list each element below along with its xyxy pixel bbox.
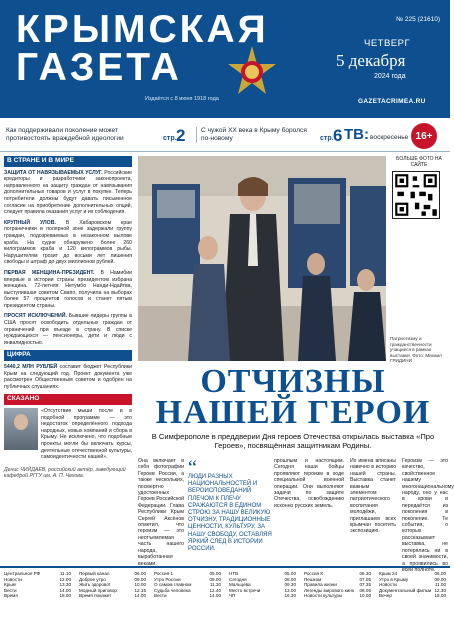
quote-text: «Отсутствие мыши после и в подобной программе — это недостаток определённого подхода народных, новых компаний и сбора в Крыму. Не исключено, что подобные проекты могли бы включать курсы, деятельные отечественной культуры, самоидентичности нашей». bbox=[41, 408, 132, 461]
qr-code-icon[interactable] bbox=[392, 171, 440, 219]
issue-date: 5 декабря bbox=[336, 51, 406, 70]
section-number: ЦИФРА bbox=[4, 350, 132, 361]
quote-box bbox=[4, 408, 132, 465]
tv-time: 06.30 bbox=[359, 571, 371, 576]
tv-time: 14.00 bbox=[209, 593, 221, 599]
tv-time: 18.00 bbox=[59, 593, 71, 599]
article-column-3: прошлым и настоящим. Сегодня наши бойцы проявляют героизм в ходе специальной военной операции. Они выполняют задачи по защите Отечества, освобождению исконно русских земель. bbox=[274, 458, 344, 509]
tv-time: 07.35 bbox=[359, 582, 371, 588]
qr-block bbox=[392, 156, 446, 227]
tv-time: 10.00 bbox=[134, 582, 146, 588]
tv-program: Россия 1 bbox=[154, 571, 173, 576]
tv-time: 14.00 bbox=[59, 587, 71, 593]
tv-program: Модный приговор bbox=[79, 587, 117, 593]
tv-time: 12.00 bbox=[59, 576, 71, 582]
issue-number: № 225 (21610) bbox=[396, 16, 440, 23]
tv-program: Документальный фильм bbox=[379, 587, 432, 593]
tv-schedule bbox=[0, 566, 450, 636]
tv-program: Время bbox=[4, 593, 18, 599]
section-country-world: В СТРАНЕ И В МИРЕ bbox=[4, 156, 132, 167]
tv-time: 18.00 bbox=[434, 593, 446, 599]
newspaper-title-line2: ГАЗЕТА bbox=[16, 46, 182, 89]
tv-program: Вечер bbox=[379, 593, 392, 599]
tv-time: 11.10 bbox=[59, 571, 71, 576]
tv-time: 09.00 bbox=[134, 576, 146, 582]
main-headline bbox=[138, 363, 448, 431]
quote-mark-icon: “ bbox=[188, 457, 197, 479]
tv-channel-column bbox=[304, 571, 371, 599]
tv-time: 13.30 bbox=[59, 582, 71, 588]
article-column-1: Она включает в себя фотографии Героев России, а также нескольких, посмертно удостоенных Героев Российской Федерации. Глава Республики Крым Сергей Аксёнов отметил, что героизм — это неотъемлемая часть нашего народа, выработанная веками. bbox=[138, 458, 185, 567]
tv-program: Правила жизни bbox=[304, 582, 337, 588]
tv-channel-column bbox=[154, 571, 221, 599]
number-item: 5440,2 МЛН РУБЛЕЙ составит бюджет Республики Крым на следующий год. Проект документа уже рассмотрен Общественным советом и одобрен на публичных слушаниях. bbox=[4, 364, 132, 390]
tv-program: Центральное РФ bbox=[4, 571, 41, 576]
tv-program: Новости культуры bbox=[304, 593, 343, 599]
tv-time: 13.00 bbox=[284, 587, 296, 593]
website-link[interactable]: GAZETACRIMEA.RU bbox=[358, 98, 426, 105]
tv-program: Новости bbox=[4, 576, 22, 582]
tv-program: Жить здорово! bbox=[79, 582, 111, 588]
tv-teaser-text[interactable]: воскресенье bbox=[370, 134, 409, 141]
teaser-1-page: 2 bbox=[176, 126, 186, 145]
tv-time: 10.00 bbox=[359, 593, 371, 599]
pull-quote bbox=[188, 457, 274, 553]
author-portrait bbox=[4, 408, 38, 450]
tv-time: 05.00 bbox=[284, 571, 296, 576]
order-emblem-icon bbox=[224, 44, 280, 100]
tv-time: 12.30 bbox=[434, 587, 446, 593]
tv-program: Новости bbox=[379, 582, 397, 588]
tv-channel-column bbox=[4, 571, 71, 599]
tv-time: 09.30 bbox=[284, 582, 296, 588]
tv-time: 14.00 bbox=[134, 593, 146, 599]
tv-program: Судьба человека bbox=[154, 587, 191, 593]
tv-channel-column bbox=[79, 571, 146, 599]
tv-listing bbox=[4, 593, 71, 599]
tv-time: 08.00 bbox=[284, 576, 296, 582]
teaser-1-text[interactable]: Как поддерживали поколение может противостоять враждебной идеологии bbox=[6, 127, 124, 142]
tv-listing bbox=[304, 593, 371, 599]
tv-listing bbox=[79, 593, 146, 599]
tv-listing bbox=[154, 593, 221, 599]
news-item: ЗАЩИТА ОТ НАВЯЗЫВАЕМЫХ УСЛУГ. Российские кредиторы и разработчики законопроекта, направленного на защиту граждан от навязывания дополнительных товаров и услуг в покупке. Теперь потребители должны будут давать письменное согласие на приобретение дополнительных опций, следует правила оказания услуг и их соблюдения. bbox=[4, 169, 132, 216]
tv-time: 07.05 bbox=[359, 576, 371, 582]
tv-time: 16.30 bbox=[284, 593, 296, 599]
masthead bbox=[0, 0, 450, 118]
tv-listing bbox=[229, 593, 296, 599]
issue-year: 2024 года bbox=[374, 73, 406, 80]
pull-quote-text: ЛЮДИ РАЗНЫХ НАЦИОНАЛЬНОСТЕЙ И ВЕРОИСПОВЕДАНИЙ ПЛЕЧОМ К ПЛЕЧУ СРАЖАЮТСЯ В ЕДИНОМ СТРОЮ ЗА НАШУ ВЕЛИКУЮ ОТЧИЗНУ, ТРАДИЦИОННЫЕ ЦЕННОСТИ, КУЛЬТУРУ, ЗА НАШУ СВОБОДУ, ОСТАВЛЯЯ ЯРКИЙ СЛЕД В ИСТОРИИ РОССИИ. bbox=[188, 474, 272, 553]
tv-time: 06.00 bbox=[434, 571, 446, 576]
tv-time: 05.00 bbox=[209, 571, 221, 576]
headline-line2: НАШЕЙ ГЕРОИ bbox=[155, 394, 431, 431]
weekday: ЧЕТВЕРГ bbox=[364, 38, 411, 49]
headline-line1: ОТЧИЗНЫ bbox=[200, 363, 386, 400]
tv-program: Место встречи bbox=[229, 587, 261, 593]
founded-note: Издаётся с 8 июня 1918 года bbox=[145, 96, 219, 102]
tv-program: ЧП bbox=[229, 593, 236, 599]
tv-program: Крым bbox=[4, 582, 16, 588]
tv-program: Сегодня bbox=[229, 576, 247, 582]
tv-program: Утро России bbox=[154, 576, 181, 582]
tv-time: 11.00 bbox=[434, 582, 446, 588]
tv-program: Утро в Крыму bbox=[379, 576, 409, 582]
tv-time: 06.00 bbox=[134, 571, 146, 576]
tv-program: О самом главном bbox=[154, 582, 192, 588]
tv-program: Крым 24 bbox=[379, 571, 398, 576]
teaser-2-text[interactable]: С чужой XX века в Крыму боролся по-новому bbox=[196, 127, 316, 143]
tv-channel-column bbox=[379, 571, 446, 599]
tv-program: Легенды мирового кино bbox=[304, 587, 355, 593]
tv-time: 09.00 bbox=[209, 576, 221, 582]
tv-program: Россия К bbox=[304, 571, 324, 576]
tv-listing bbox=[379, 593, 446, 599]
teaser-2-prefix: стр. bbox=[320, 135, 334, 142]
tv-program: Мальцева bbox=[229, 582, 251, 588]
news-item: ПРОСЯТ ИСКЛЮЧЕНИЙ. Бывшие лидеры группы в США просят освободить отдельных граждан от ограничений при въезде в страну. В списке нуждающихся — пенсионеры, дети и люди с инвалидностью. bbox=[4, 313, 132, 346]
subheadline: В Симферополе в преддверии Дня героев Отечества открылась выставка «Про Героев», посвящённая защитникам Родины. bbox=[151, 432, 435, 450]
tv-program: Пешком bbox=[304, 576, 322, 582]
teaser-2-page: 6 bbox=[333, 126, 343, 145]
tv-time: 12.15 bbox=[134, 587, 146, 593]
exhibition-photo bbox=[138, 156, 386, 361]
news-item: ПЕРВАЯ ЖЕНЩИНА-ПРЕЗИДЕНТ. В Намибии впервые в истории страны президентом избрана женщина. 72-летняя Нетумбо Нанди-Ндайтва, выступившая советом Свапо, получила на выборах более 57 процентов голосов и станет пятым президентом страны. bbox=[4, 269, 132, 309]
quote-author: Денис ЧИЙДАЕВ, российский актёр, заведующий кафедрой РГГУ им. А. П. Чехова. bbox=[4, 466, 126, 480]
tv-time: 09.00 bbox=[434, 576, 446, 582]
tv-time: 12.40 bbox=[209, 587, 221, 593]
tv-label: TB: bbox=[344, 126, 369, 143]
article-body bbox=[138, 458, 454, 573]
tv-time: 11.30 bbox=[209, 582, 221, 588]
left-column bbox=[4, 156, 132, 562]
tv-program: Доброе утро bbox=[79, 576, 106, 582]
tv-program: Вести bbox=[154, 593, 167, 599]
tv-program: НТВ bbox=[229, 571, 239, 576]
tv-channel-column bbox=[229, 571, 296, 599]
exhibition-scene bbox=[138, 156, 386, 361]
qr-caption: БОЛЬШЕ ФОТО НА САЙТЕ bbox=[396, 156, 442, 168]
tv-program: Вести bbox=[4, 587, 17, 593]
tv-program: Время покажет bbox=[79, 593, 112, 599]
section-said: СКАЗАНО bbox=[4, 394, 132, 405]
age-rating-badge: 16+ bbox=[411, 123, 437, 149]
tv-program: Первый канал bbox=[79, 571, 110, 576]
teaser-strip bbox=[0, 118, 450, 152]
article-column-4: Их имена вписаны навечно в историю нашей страны. Выставка станет важным элементом патриотического воспитания молодёжи, приглашаем всех крымчан посетить экспозицию. bbox=[350, 458, 396, 535]
newspaper-title: КРЫМСКАЯ bbox=[16, 8, 269, 51]
teaser-1-prefix: стр. bbox=[163, 135, 177, 142]
article-column-5: Героизм — это качество, свойственное нашему многонациональному народу, оно у нас в крови и передаётся из поколения в поколение. Те события, о которых рассказывает выставка, не потерялись ни в своей значимости, а проявились во всей полноте. bbox=[402, 458, 454, 573]
news-item: КРУПНЫЙ УЛОВ. В Хабаровском крае пограничники в полярной зоне задержали группу граждан, подозреваемых в незаконном вылове краба. На судне обнаружено более 260 килограммов краба и 120 килограммов рыбы. Нарушителям грозит до восьми лет лишения свободы и штраф до двух миллионов рублей. bbox=[4, 219, 132, 266]
tv-time: 08.05 bbox=[359, 587, 371, 593]
photo-caption: Патриотизму и гражданственности учащиеся в рамках выставки. Фото: Михаил ГРИДИНИ bbox=[390, 336, 442, 364]
